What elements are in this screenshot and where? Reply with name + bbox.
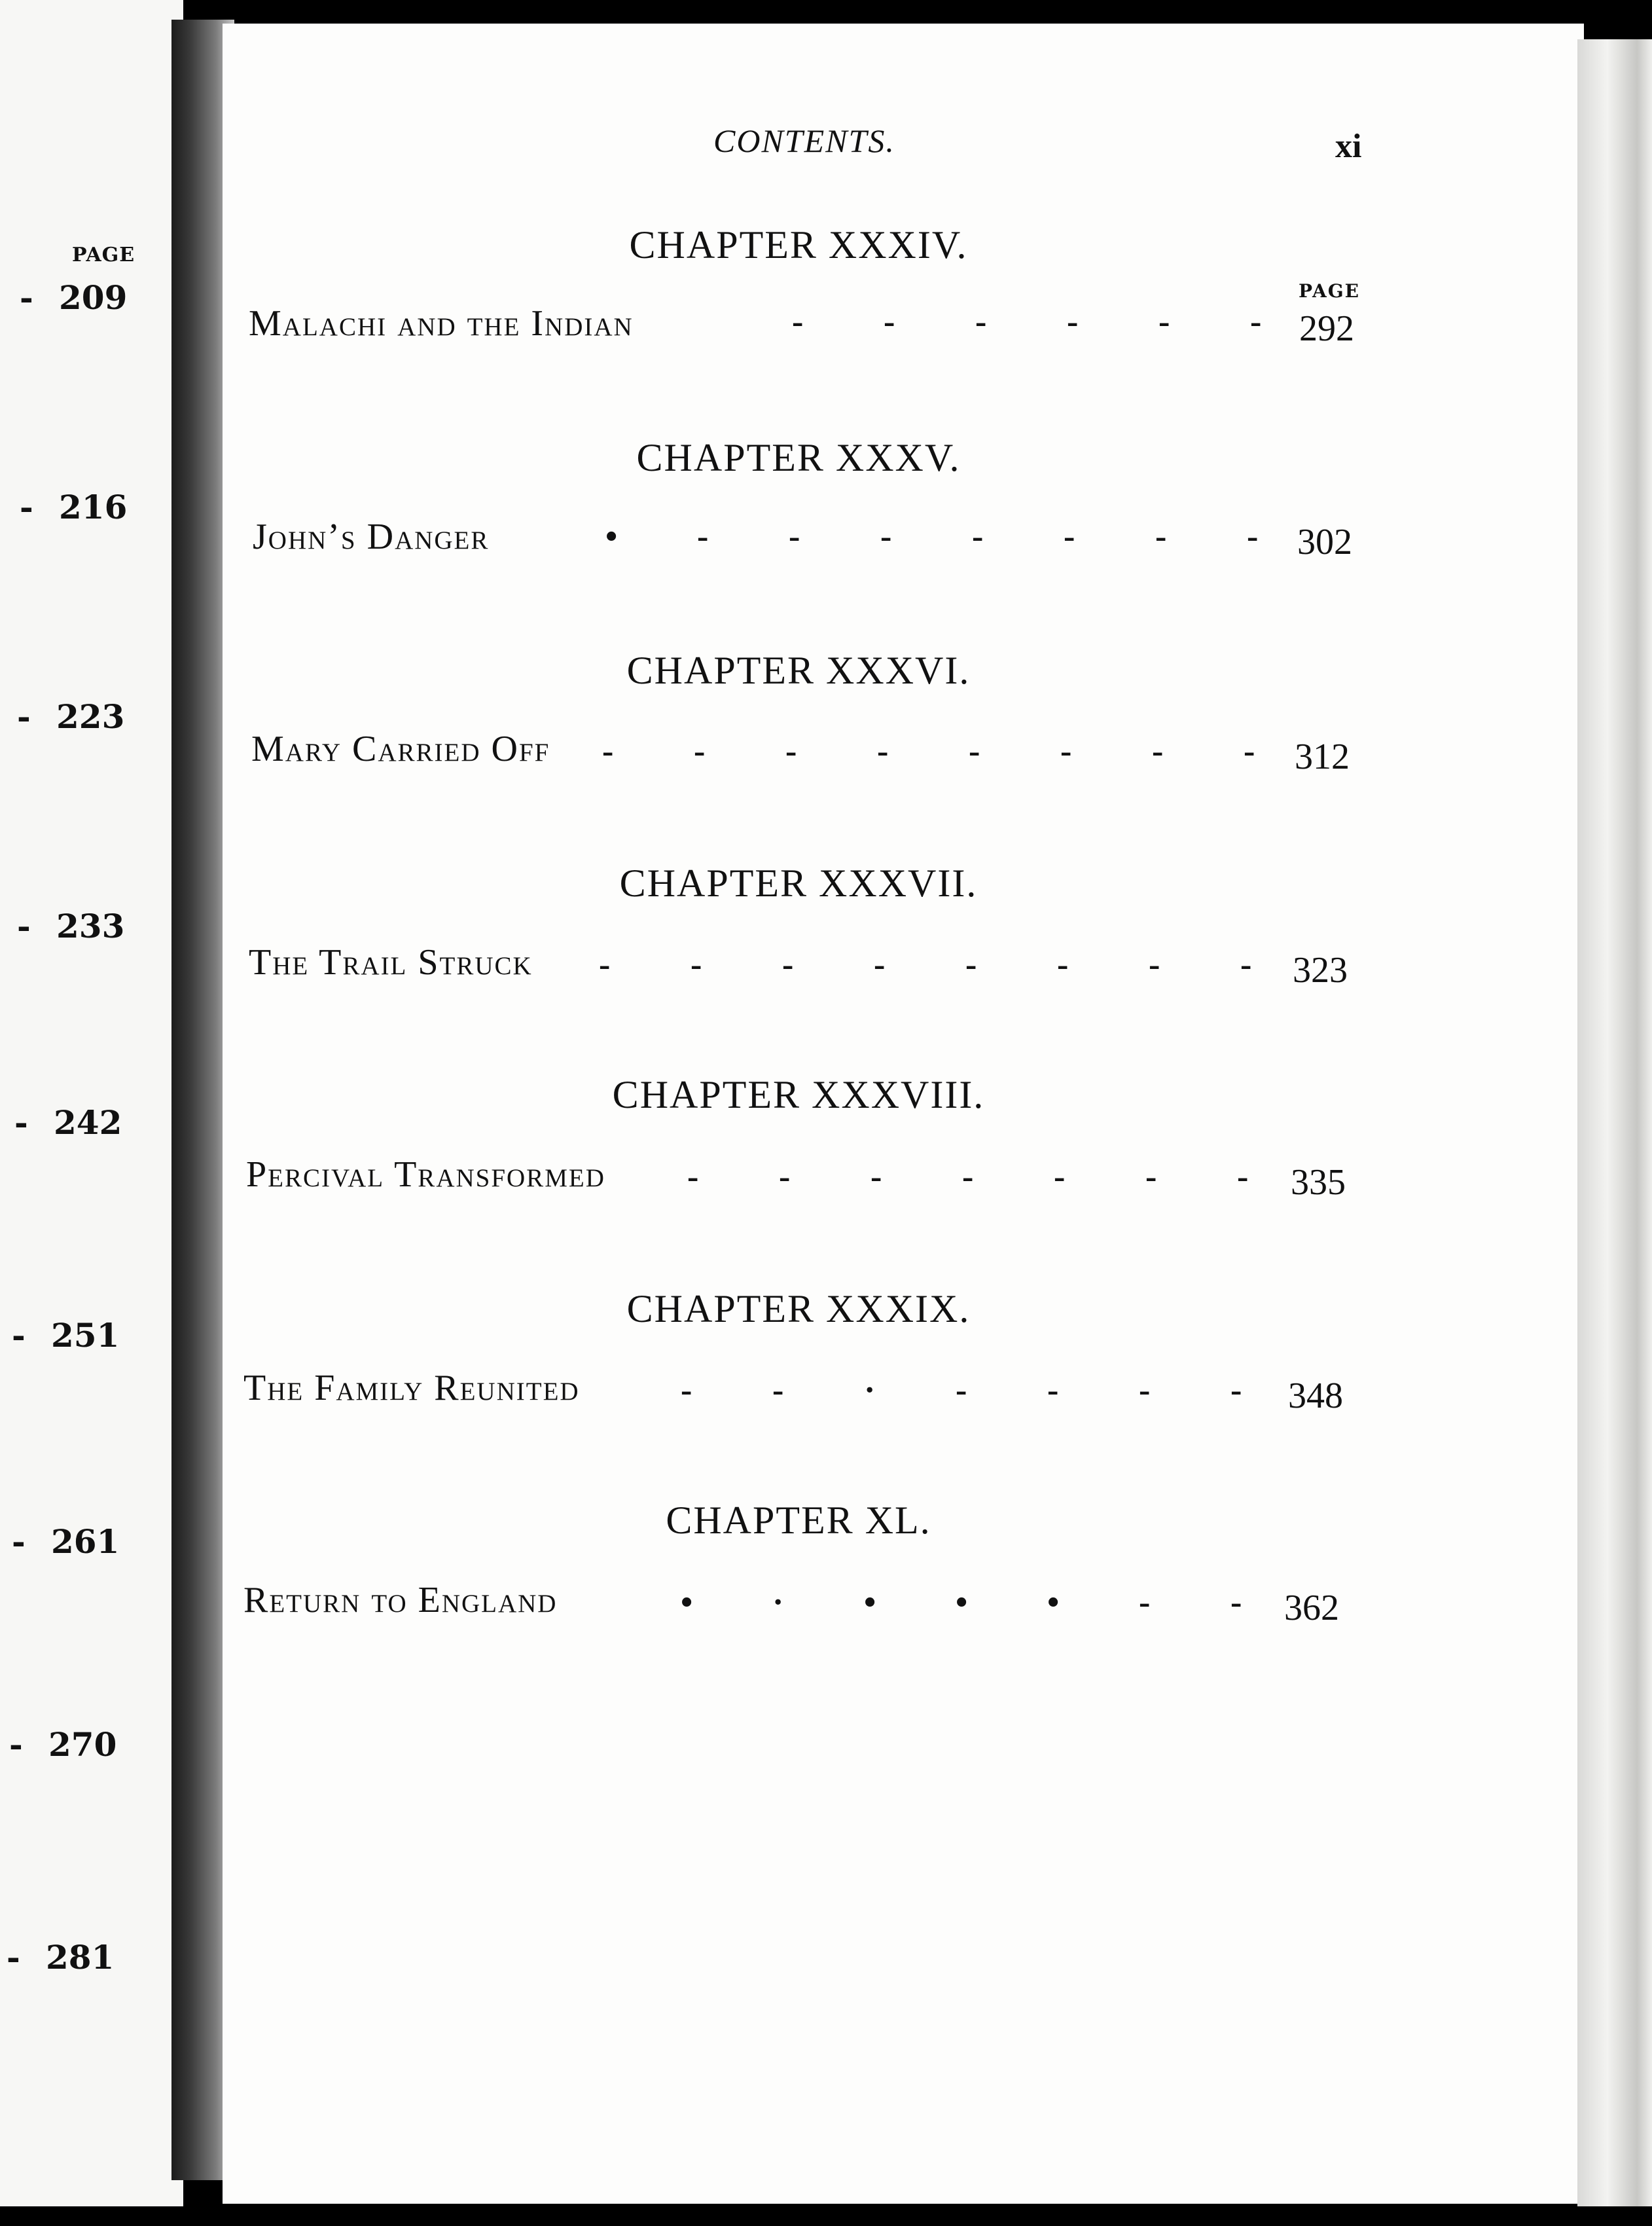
dot-leaders: • · • • • - -: [681, 1584, 1242, 1621]
chapter-title: Malachi and the Indian: [249, 303, 634, 344]
chapter-title: Percival Transformed: [246, 1154, 605, 1195]
left-page-number: - 223: [17, 697, 125, 736]
dot-leaders: • - - - - - - -: [605, 518, 1259, 555]
chapter-title: John’s Danger: [253, 517, 490, 557]
chapter-heading: CHAPTER XXXVIII.: [612, 1073, 985, 1116]
dot-leaders: - - · - - - -: [681, 1372, 1242, 1409]
chapter-title: The Trail Struck: [249, 942, 533, 983]
previous-page: [0, 0, 183, 2206]
chapter-page-number: 292: [1299, 308, 1354, 349]
dot-leaders: - - - - - - - -: [602, 733, 1255, 770]
chapter-heading: CHAPTER XXXVI.: [626, 649, 971, 692]
chapter-title: Return to England: [243, 1580, 558, 1620]
dot-leaders: - - - - - - -: [687, 1158, 1249, 1195]
running-head: CONTENTS.: [713, 122, 895, 159]
left-page-number: - 270: [9, 1725, 117, 1764]
chapter-page-number: 335: [1291, 1162, 1346, 1203]
chapter-page-number: 348: [1288, 1376, 1343, 1416]
dot-leaders: - - - - - -: [792, 303, 1262, 340]
left-page-number: - 261: [12, 1522, 120, 1561]
left-page-number: - 242: [14, 1103, 122, 1142]
chapter-page-number: 323: [1293, 950, 1348, 991]
page-column-label: PAGE: [1299, 280, 1360, 302]
page-edge: [1577, 39, 1652, 2206]
chapter-heading: CHAPTER XL.: [666, 1499, 931, 1542]
page-folio: xi: [1335, 128, 1362, 165]
chapter-heading: CHAPTER XXXIV.: [629, 223, 968, 266]
left-page-number: - 209: [20, 278, 128, 317]
left-page-number: - 216: [20, 488, 128, 526]
chapter-heading: CHAPTER XXXIX.: [626, 1287, 971, 1330]
left-page-number: - 251: [12, 1316, 120, 1355]
left-page-column-label: PAGE: [72, 244, 135, 266]
dot-leaders: - - - - - - - -: [599, 946, 1252, 983]
chapter-page-number: 362: [1284, 1588, 1339, 1628]
chapter-page-number: 312: [1295, 737, 1350, 777]
chapter-page-number: 302: [1297, 522, 1352, 562]
chapter-heading: CHAPTER XXXV.: [636, 436, 961, 479]
left-page-number: - 233: [17, 907, 125, 945]
chapter-heading: CHAPTER XXXVII.: [619, 862, 978, 905]
chapter-title: The Family Reunited: [243, 1368, 580, 1408]
left-page-number: - 281: [7, 1938, 115, 1977]
chapter-title: Mary Carried Off: [251, 729, 550, 769]
